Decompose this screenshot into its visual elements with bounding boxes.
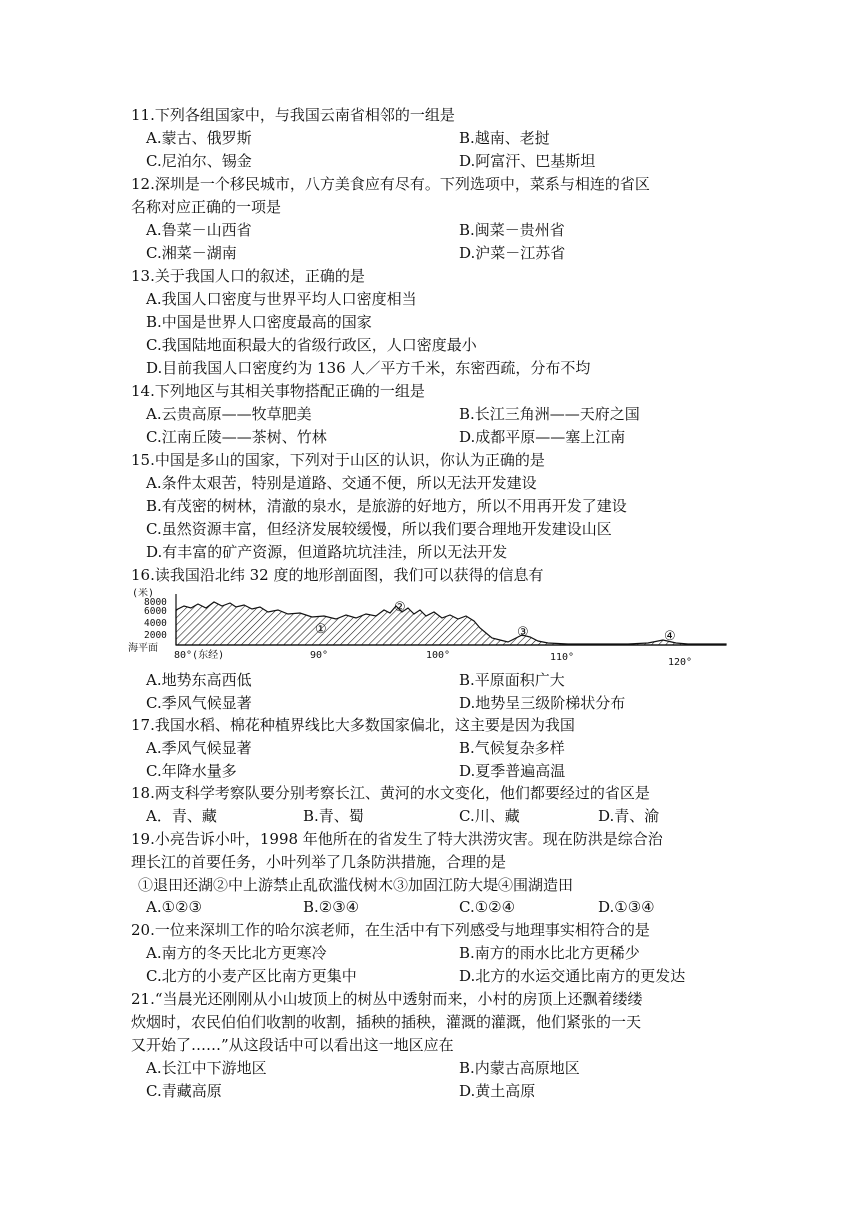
- question-11-option-d[interactable]: D.阿富汗、巴基斯坦: [459, 152, 596, 170]
- question-12-option-a[interactable]: A.鲁菜－山西省: [146, 221, 252, 239]
- question-13-option-a[interactable]: A.我国人口密度与世界平均人口密度相当: [146, 290, 417, 308]
- profile-lon-120: 120°: [668, 657, 693, 668]
- question-21-option-b[interactable]: B.内蒙古高原地区: [459, 1059, 580, 1077]
- question-15-option-a[interactable]: A.条件太艰苦，特别是道路、交通不便，所以无法开发建设: [146, 474, 537, 492]
- profile-tick-8000: 8000: [144, 597, 167, 608]
- question-18-option-d[interactable]: D.青、渝: [598, 807, 660, 825]
- question-20-option-b[interactable]: B.南方的雨水比北方更稀少: [459, 944, 640, 962]
- question-21-stem-line-3: 又开始了……”从这段话中可以看出这一地区应在: [131, 1036, 454, 1054]
- profile-lon-80: 80°(东经): [174, 650, 225, 661]
- question-16-option-d[interactable]: D.地势呈三级阶梯状分布: [459, 694, 626, 712]
- profile-marker-4: ④: [664, 629, 676, 644]
- question-20-stem: 20.一位来深圳工作的哈尔滨老师，在生活中有下列感受与地理事实相符合的是: [131, 921, 650, 939]
- question-15-stem: 15.中国是多山的国家，下列对于山区的认识，你认为正确的是: [131, 451, 545, 469]
- question-16-option-b[interactable]: B.平原面积广大: [459, 671, 565, 689]
- question-19-stem-line-3: ①退田还湖②中上游禁止乱砍滥伐树木③加固江防大堤④围湖造田: [138, 876, 574, 894]
- question-15-option-b[interactable]: B.有茂密的树林，清澈的泉水，是旅游的好地方，所以不用再开发了建设: [146, 497, 627, 515]
- question-11-option-a[interactable]: A.蒙古、俄罗斯: [146, 129, 252, 147]
- question-17-option-d[interactable]: D.夏季普遍高温: [459, 762, 566, 780]
- question-14-option-d[interactable]: D.成都平原——塞上江南: [459, 428, 626, 446]
- question-20-option-d[interactable]: D.北方的水运交通比南方的更发达: [459, 967, 686, 985]
- question-18-option-a[interactable]: A．青、藏: [146, 807, 217, 825]
- question-20-option-a[interactable]: A.南方的冬天比北方更寒冷: [146, 944, 327, 962]
- profile-unit-label: (米): [132, 588, 155, 599]
- question-21-stem-line-1: 21.“当晨光还刚刚从小山坡顶上的树丛中透射而来，小村的房顶上还飘着缕缕: [131, 990, 643, 1008]
- question-13-option-d[interactable]: D.目前我国人口密度约为 136 人／平方千米，东密西疏，分布不均: [146, 359, 591, 377]
- question-13-option-c[interactable]: C.我国陆地面积最大的省级行政区，人口密度最小: [146, 336, 477, 354]
- question-12-stem-line-2: 名称对应正确的一项是: [131, 198, 282, 216]
- profile-tick-6000: 6000: [144, 606, 167, 617]
- question-11-option-c[interactable]: C.尼泊尔、锡金: [146, 152, 252, 170]
- question-12-option-c[interactable]: C.湘菜－湖南: [146, 244, 237, 262]
- question-21-stem-line-2: 炊烟时，农民伯伯们收割的收割，插秧的插秧，灌溉的灌溉，他们紧张的一天: [131, 1013, 642, 1031]
- profile-sea-level-label: 海平面: [128, 643, 158, 654]
- profile-marker-2: ②: [394, 600, 406, 615]
- question-18-option-b[interactable]: B.青、蜀: [303, 807, 364, 825]
- question-21-option-d[interactable]: D.黄土高原: [459, 1082, 536, 1100]
- question-19-option-c[interactable]: C.①②④: [459, 898, 516, 916]
- profile-marker-1: ①: [315, 622, 327, 637]
- question-12-option-b[interactable]: B.闽菜－贵州省: [459, 221, 565, 239]
- question-15-option-c[interactable]: C.虽然资源丰富，但经济发展较缓慢，所以我们要合理地开发建设山区: [146, 520, 612, 538]
- question-19-option-b[interactable]: B.②③④: [303, 898, 360, 916]
- question-17-stem: 17.我国水稻、棉花种植界线比大多数国家偏北，这主要是因为我国: [131, 716, 575, 734]
- question-12-option-d[interactable]: D.沪菜－江苏省: [459, 244, 566, 262]
- question-21-option-a[interactable]: A.长江中下游地区: [146, 1059, 267, 1077]
- question-16-option-a[interactable]: A.地势东高西低: [146, 671, 252, 689]
- question-14-option-b[interactable]: B.长江三角洲——天府之国: [459, 405, 640, 423]
- question-13-option-b[interactable]: B.中国是世界人口密度最高的国家: [146, 313, 372, 331]
- profile-lon-100: 100°: [426, 650, 451, 661]
- question-20-option-c[interactable]: C.北方的小麦产区比南方更集中: [146, 967, 357, 985]
- question-15-option-d[interactable]: D.有丰富的矿产资源，但道路坑坑洼洼，所以无法开发: [146, 543, 508, 561]
- question-17-option-a[interactable]: A.季风气候显著: [146, 739, 252, 757]
- question-19-option-a[interactable]: A.①②③: [146, 898, 202, 916]
- question-19-option-d[interactable]: D.①③④: [598, 898, 655, 916]
- question-17-option-c[interactable]: C.年降水量多: [146, 762, 237, 780]
- question-17-option-b[interactable]: B.气候复杂多样: [459, 739, 565, 757]
- question-14-stem: 14.下列地区与其相关事物搭配正确的一组是: [131, 382, 425, 400]
- profile-tick-2000: 2000: [144, 630, 167, 641]
- terrain-profile-figure: [128, 588, 728, 668]
- profile-tick-4000: 4000: [144, 618, 167, 629]
- question-12-stem-line-1: 12.深圳是一个移民城市，八方美食应有尽有。下列选项中，菜系与相连的省区: [131, 175, 650, 193]
- question-18-option-c[interactable]: C.川、藏: [459, 807, 520, 825]
- question-16-stem: 16.读我国沿北纬 32 度的地形剖面图，我们可以获得的信息有: [131, 566, 544, 584]
- terrain-profile-area: [176, 602, 726, 645]
- question-11-stem: 11.下列各组国家中，与我国云南省相邻的一组是: [131, 106, 455, 124]
- question-14-option-a[interactable]: A.云贵高原——牧草肥美: [146, 405, 312, 423]
- question-19-stem-line-2: 理长江的首要任务，小叶列举了几条防洪措施，合理的是: [131, 853, 507, 871]
- profile-marker-3: ③: [517, 625, 529, 640]
- question-11-option-b[interactable]: B.越南、老挝: [459, 129, 550, 147]
- question-16-option-c[interactable]: C.季风气候显著: [146, 694, 252, 712]
- profile-lon-90: 90°: [310, 650, 329, 661]
- question-14-option-c[interactable]: C.江南丘陵——茶树、竹林: [146, 428, 327, 446]
- question-18-stem: 18.两支科学考察队要分别考察长江、黄河的水文变化，他们都要经过的省区是: [131, 784, 650, 802]
- question-19-stem-line-1: 19.小亮告诉小叶，1998 年他所在的省发生了特大洪涝灾害。现在防洪是综合治: [131, 830, 663, 848]
- question-21-option-c[interactable]: C.青藏高原: [146, 1082, 222, 1100]
- profile-lon-110: 110°: [550, 652, 575, 663]
- question-13-stem: 13.关于我国人口的叙述，正确的是: [131, 267, 365, 285]
